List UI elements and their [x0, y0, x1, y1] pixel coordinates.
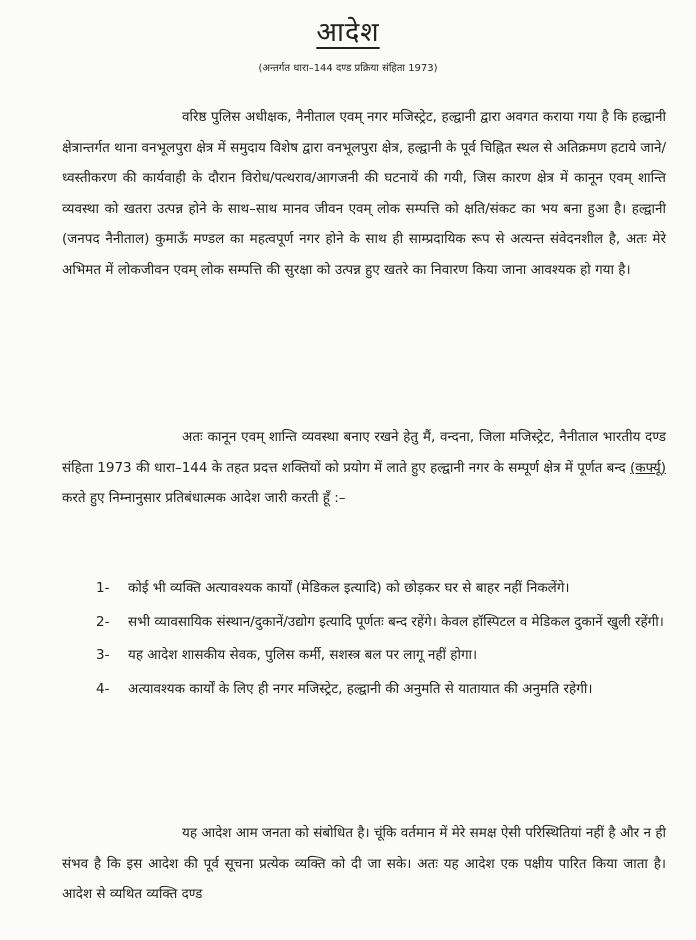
list-item [62, 674, 666, 705]
order-text-end: करते हुए निम्नानुसार प्रतिबंधात्मक आदेश जारी करती हूँ :– [62, 490, 346, 506]
curfew-underlined: (कर्फ्यू) [630, 459, 666, 476]
list-item-text: सभी व्यावसायिक संस्थान/दुकानें/उद्योग इत्यादि पूर्णतः बन्द रहेंगे। केवल हॉस्पिटल व मेडिकल दुकानें खुली रहेंगी। [128, 613, 664, 630]
list-item-text: यह आदेश शासकीय सेवक, पुलिस कर्मी, सशस्त्र बल पर लागू नहीं होगा। [128, 647, 478, 663]
list-item-text: अत्यावश्यक कार्यों के लिए ही नगर मजिस्ट्रेट, हल्द्वानी की अनुमति से यातायात की अनुमति रहेगी। [128, 680, 593, 697]
paragraph-intro: वरिष्ठ पुलिस अधीक्षक, नैनीताल एवम् नगर मजिस्ट्रेट, हल्द्वानी द्वारा अवगत कराया गया है कि हल्द्वानी क्षेत्रान्तर्गत थाना वनभूलपुरा क्षेत्र में समुदाय विशेष द्वारा वनभूलपुरा क्षेत्र, हल्द्वानी के पूर्व चिह्नित स्थल से अतिक्रमण हटाये जाने/ध्वस्तीकरण की कार्यवाही के दौरान विरोध/पत्थराव/आगजनी की घटनायें की गयी, जिस कारण क्षेत्र में कानून एवम् शान्ति व्यवस्था को खतरा उत्पन्न होने के साथ–साथ मानव जीवन एवम् लोक सम्पत्ति को क्षति/संकट का भय बना हुआ है। हल्द्वानी (जनपद नैनीताल) कुमाऊँ मण्डल का महत्वपूर्ण नगर होने के साथ ही साम्प्रदायिक रूप से अत्यन्त संवेदनशील है, अतः मेरे अभिमत में लोकजीवन एवम् लोक सम्पत्ति की सुरक्षा को उत्पन्न हुए खतरे का निवारण किया जाना आवश्यक हो गया है। [62, 109, 666, 278]
document-subtitle: (अन्तर्गत धारा–144 दण्ड प्रक्रिया संहिता 1973) [258, 63, 438, 74]
paragraph-notice: यह आदेश आम जनता को संबोधित है। चूंकि वर्तमान में मेरे समक्ष ऐसी परिस्थितियां नहीं है और न ही संभव है कि इस आदेश की पूर्व सूचना प्रत्येक व्यक्ति को दी जा सके। अतः यह आदेश एक पक्षीय पारित किया जाता है। आदेश से व्यथित व्यक्ति दण्ड [62, 825, 666, 902]
list-item [62, 573, 666, 604]
restriction-list [62, 573, 666, 707]
list-item-number: 3- [96, 647, 110, 663]
order-text-start: अतः कानून एवम् शान्ति व्यवस्था बनाए रखने हेतु मैं, वन्दना, जिला मजिस्ट्रेट, नैनीताल भारतीय दण्ड संहिता 1973 की धारा–144 के तहत प्रदत्त शक्तियों को प्रयोग में लाते हुए हल्द्वानी नगर के सम्पूर्ण क्षेत्र में पूर्णत बन्द [62, 429, 666, 476]
document-title: आदेश [316, 17, 380, 48]
list-item [62, 607, 666, 638]
list-item-number: 1- [96, 580, 110, 596]
list-item-text: कोई भी व्यक्ति अत्यावश्यक कार्यों (मेडिकल इत्यादि) को छोड़कर घर से बाहर नहीं निकलेंगे। [128, 580, 570, 596]
list-item [62, 640, 666, 671]
list-item-number: 2- [96, 613, 110, 630]
list-item-number: 4- [96, 680, 110, 697]
paragraph-order [62, 422, 666, 514]
